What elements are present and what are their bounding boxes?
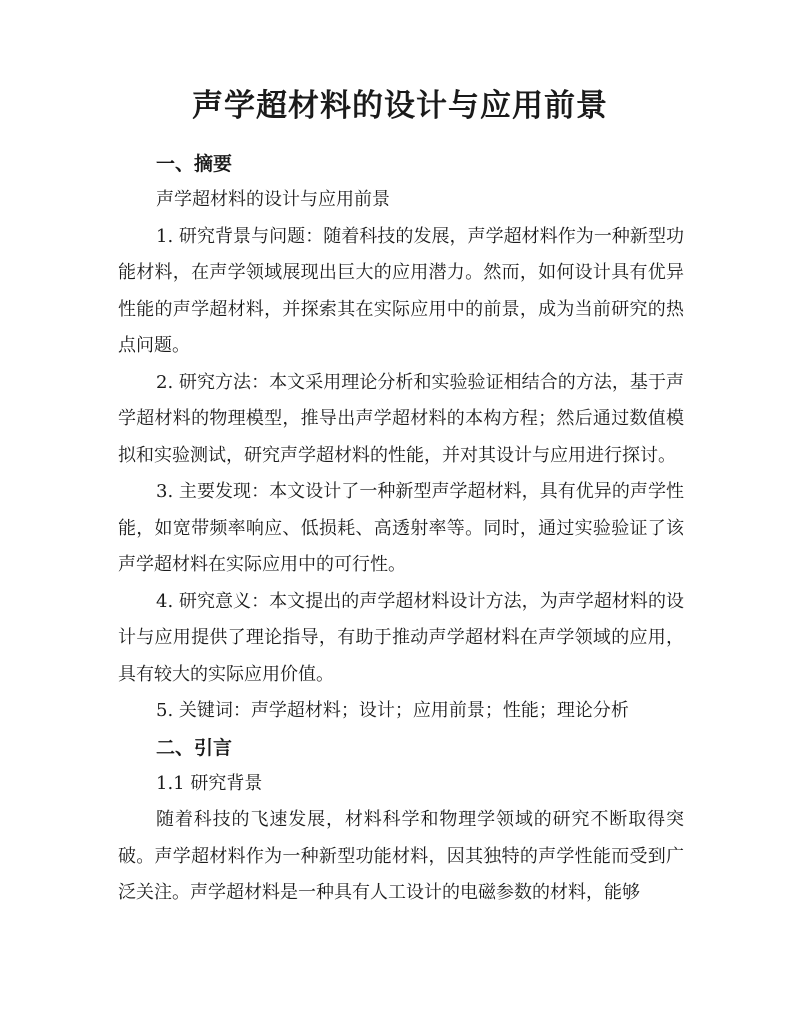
paragraph-introduction: 随着科技的飞速发展，材料科学和物理学领域的研究不断取得突破。声学超材料作为一种新型功能材料，因其独特的声学性能而受到广泛关注。声学超材料是一种具有人工设计的电磁参数的材料，能够 xyxy=(118,809,684,903)
paragraph-keywords: 5. 关键词：声学超材料；设计；应用前景；性能；理论分析 xyxy=(156,700,629,721)
subsection-heading-research-background: 1.1 研究背景 xyxy=(156,772,263,794)
abstract-heading: 一、摘要 xyxy=(156,153,233,175)
introduction-heading: 二、引言 xyxy=(156,736,233,759)
paragraph-research-method: 2. 研究方法：本文采用理论分析和实验验证相结合的方法，基于声学超材料的物理模型，推导出声学超材料的本构方程；然后通过数值模拟和实验测试，研究声学超材料的性能，并对其设计与应用进行探讨。 xyxy=(118,371,684,466)
document-body xyxy=(118,146,684,912)
document-title: 声学超材料的设计与应用前景 xyxy=(192,88,608,124)
paragraph-research-significance: 4. 研究意义：本文提出的声学超材料设计方法，为声学超材料的设计与应用提供了理论指导，有助于推动声学超材料在声学领域的应用，具有较大的实际应用价值。 xyxy=(118,590,684,685)
paragraph-main-findings: 3. 主要发现：本文设计了一种新型声学超材料，具有优异的声学性能，如宽带频率响应、低损耗、高透射率等。同时，通过实验验证了该声学超材料在实际应用中的可行性。 xyxy=(118,481,684,575)
abstract-subtitle: 声学超材料的设计与应用前景 xyxy=(156,189,390,210)
paragraph-research-background: 1. 研究背景与问题：随着科技的发展，声学超材料作为一种新型功能材料，在声学领域展现出巨大的应用潜力。然而，如何设计具有优异性能的声学超材料，并探索其在实际应用中的前景，成为当前研究的热点问题。 xyxy=(118,225,684,356)
